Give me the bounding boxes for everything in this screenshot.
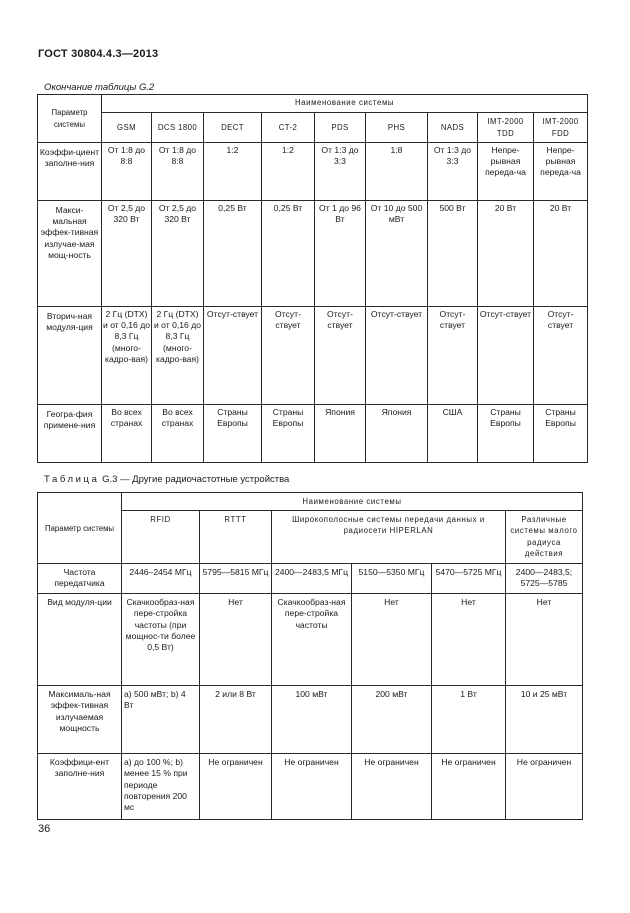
table-cell: США xyxy=(428,405,478,463)
table-cell: Скачкообраз-ная пере-стройка частоты xyxy=(272,594,352,686)
table-row xyxy=(38,201,588,307)
table-cell: 1:2 xyxy=(204,143,262,201)
table-cell: 2400—2483,5; 5725—5785 xyxy=(506,564,583,594)
row-label: Макси-мальная эффек-тивная излучае-мая мощ-ность xyxy=(38,201,102,307)
table-g2 xyxy=(37,94,588,463)
table-cell: Не ограничен xyxy=(432,754,506,820)
row-label: Максималь-ная эффек-тивная излучаемая мощность xyxy=(38,686,122,754)
table-cell: 20 Вт xyxy=(478,201,534,307)
table-cell: Отсут-ствует xyxy=(428,307,478,405)
col-header-srd: Различные системы малого радиуса действия xyxy=(506,511,583,564)
col-header-hiperlan: Широкополосные системы передачи данных и радиосети HIPERLAN xyxy=(272,511,506,564)
table-cell: Во всех странах xyxy=(152,405,204,463)
table-cell: 5795—5815 МГц xyxy=(200,564,272,594)
table-cell: a) до 100 %; b) менее 15 % при периоде повторения 200 мс xyxy=(122,754,200,820)
table-cell: Нет xyxy=(200,594,272,686)
table-cell: От 1:8 до 8:8 xyxy=(152,143,204,201)
table-cell: Не ограничен xyxy=(272,754,352,820)
table-cell: От 1:8 до 8:8 xyxy=(102,143,152,201)
row-label: Коэффици-ент заполне-ния xyxy=(38,754,122,820)
row-label: Частота передатчика xyxy=(38,564,122,594)
row-label: Геогра-фия примене-ния xyxy=(38,405,102,463)
table-cell: Страны Европы xyxy=(204,405,262,463)
table-cell: Отсут-ствует xyxy=(478,307,534,405)
table-cell: 2446–2454 МГц xyxy=(122,564,200,594)
col-header: IMT-2000 TDD xyxy=(478,113,534,143)
col-header: CT-2 xyxy=(262,113,315,143)
table-g3 xyxy=(37,492,583,820)
param-header: Параметр системы xyxy=(38,493,122,564)
param-header: Параметр системы xyxy=(38,95,102,143)
table-row xyxy=(38,686,583,754)
row-label: Вид модуля-ции xyxy=(38,594,122,686)
table-cell: От 1:3 до 3:3 xyxy=(428,143,478,201)
table-row xyxy=(38,594,583,686)
table-cell: Отсут-ствует xyxy=(315,307,366,405)
document-header: ГОСТ 30804.4.3—2013 xyxy=(38,48,159,60)
table-row xyxy=(38,143,588,201)
table-row xyxy=(38,754,583,820)
page-number: 36 xyxy=(38,823,51,835)
row-label: Вторич-ная модуля-ция xyxy=(38,307,102,405)
table-cell: Скачкообраз-ная пере-стройка частоты (при мощнос-ти более 0,5 Вт) xyxy=(122,594,200,686)
col-header: PDS xyxy=(315,113,366,143)
col-header: PHS xyxy=(366,113,428,143)
table-cell: 2 Гц (DTX) и от 0,16 до 8,3 Гц (много-кадро-вая) xyxy=(102,307,152,405)
table-cell: 0,25 Вт xyxy=(262,201,315,307)
table-cell: 10 и 25 мВт xyxy=(506,686,583,754)
table-cell: 0,25 Вт xyxy=(204,201,262,307)
col-header: NADS xyxy=(428,113,478,143)
table-cell: 2 Гц (DTX) и от 0,16 до 8,3 Гц (много-кадро-вая) xyxy=(152,307,204,405)
table-cell: От 10 до 500 мВт xyxy=(366,201,428,307)
table-cell: 2400—2483,5 МГц xyxy=(272,564,352,594)
table-cell: Отсут-ствует xyxy=(534,307,588,405)
table-cell: Не ограничен xyxy=(506,754,583,820)
table-g3-caption xyxy=(44,474,289,485)
table-cell: a) 500 мВт; b) 4 Вт xyxy=(122,686,200,754)
table-cell: Страны Европы xyxy=(262,405,315,463)
table-cell: Нет xyxy=(506,594,583,686)
table-cell: Не ограничен xyxy=(352,754,432,820)
table-cell: 20 Вт xyxy=(534,201,588,307)
table-cell: 5470—5725 МГц xyxy=(432,564,506,594)
col-header-rttt: RTTT xyxy=(200,511,272,564)
table-cell: Непре-рывная переда-ча xyxy=(534,143,588,201)
table-row xyxy=(38,307,588,405)
col-header: DECT xyxy=(204,113,262,143)
table-cell: Нет xyxy=(432,594,506,686)
table-cell: От 2,5 до 320 Вт xyxy=(152,201,204,307)
group-header: Наименование системы xyxy=(122,493,583,511)
table-row xyxy=(38,564,583,594)
col-header: DCS 1800 xyxy=(152,113,204,143)
table-cell: Страны Европы xyxy=(478,405,534,463)
table-cell: Во всех странах xyxy=(102,405,152,463)
table-cell: Отсут-ствует xyxy=(262,307,315,405)
col-header: GSM xyxy=(102,113,152,143)
table-cell: 100 мВт xyxy=(272,686,352,754)
table-cell: Нет xyxy=(352,594,432,686)
group-header: Наименование системы xyxy=(102,95,588,113)
table-cell: Япония xyxy=(315,405,366,463)
table-cell: 1:2 xyxy=(262,143,315,201)
table-cell: 500 Вт xyxy=(428,201,478,307)
table-cell: От 1 до 96 Вт xyxy=(315,201,366,307)
table-cell: 1:8 xyxy=(366,143,428,201)
table-cell: Япония xyxy=(366,405,428,463)
caption-text: G.3 — Другие радиочастотные устройства xyxy=(102,474,290,485)
table-cell: 1 Вт xyxy=(432,686,506,754)
table-g2-caption: Окончание таблицы G.2 xyxy=(44,82,155,93)
table-cell: Отсут-ствует xyxy=(366,307,428,405)
table-cell: Не ограничен xyxy=(200,754,272,820)
col-header: IMT-2000 FDD xyxy=(534,113,588,143)
table-cell: 200 мВт xyxy=(352,686,432,754)
caption-prefix: Таблица xyxy=(44,474,100,485)
table-cell: Страны Европы xyxy=(534,405,588,463)
table-cell: 2 или 8 Вт xyxy=(200,686,272,754)
table-cell: Непре-рывная переда-ча xyxy=(478,143,534,201)
row-label: Коэффи-циент заполне-ния xyxy=(38,143,102,201)
table-cell: От 2,5 до 320 Вт xyxy=(102,201,152,307)
table-cell: 5150—5350 МГц xyxy=(352,564,432,594)
table-cell: Отсут-ствует xyxy=(204,307,262,405)
table-cell: От 1:3 до 3:3 xyxy=(315,143,366,201)
col-header-rfid: RFID xyxy=(122,511,200,564)
table-row xyxy=(38,405,588,463)
